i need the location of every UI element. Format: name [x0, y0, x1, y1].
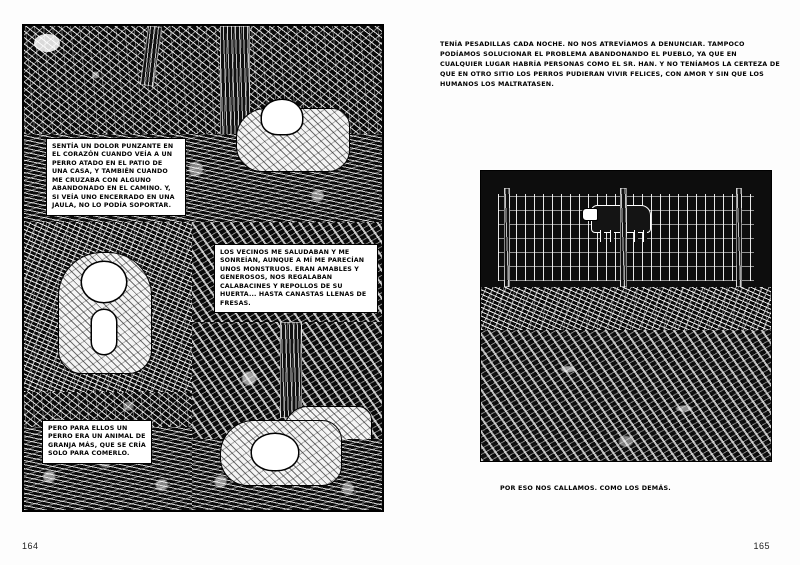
- right-page-top-text: TENÍA PESADILLAS CADA NOCHE. NO NOS ATREVÍAMOS A DENUNCIAR. TAMPOCO PODÍAMOS SOLUCIONAR EL PROBLEMA ABANDONANDO EL PUEBLO, YA QUE EN CUALQUIER LUGAR HABRÍA PERSONAS COMO EL SR. HAN. Y NO TENÍAMOS LA CERTEZA DE QUE EN OTRO SITIO LOS PERROS PUDIERAN VIVIR FELICES, CON AMOR Y SIN QUE LOS HUMANOS LOS MALTRATASEN.: [440, 40, 780, 88]
- panel-fenced-yard: [480, 170, 772, 462]
- page-number-left: 164: [22, 541, 39, 551]
- fence-post: [736, 188, 742, 287]
- dog-muzzle-highlight: [252, 434, 298, 470]
- tree-trunk-2: [280, 322, 302, 418]
- right-page: [400, 0, 800, 565]
- sky-gap: [34, 34, 60, 52]
- panel-top: [24, 26, 382, 222]
- fence-post: [620, 188, 627, 287]
- right-page-bottom-text: POR ESO NOS CALLAMOS. COMO LOS DEMÁS.: [500, 483, 671, 492]
- cow-leg: [634, 230, 638, 242]
- dog-face-highlight: [82, 262, 126, 302]
- dog-chest-highlight: [92, 310, 116, 354]
- panel-bottom-left: [24, 392, 192, 510]
- cow-leg: [600, 230, 604, 242]
- fence-post: [504, 188, 510, 287]
- page-number-right: 165: [753, 541, 770, 551]
- cow-leg: [643, 230, 647, 242]
- cow-leg: [610, 230, 614, 242]
- panel-mid-left: [24, 222, 192, 392]
- comic-page-frame: [22, 24, 384, 512]
- caption-box-3: PERO PARA ELLOS UN PERRO ERA UN ANIMAL DE GRANJA MÁS, QUE SE CRÍA SOLO PARA COMERLO.: [42, 420, 152, 464]
- dog-head-highlight: [262, 100, 302, 134]
- caption-box-2: LOS VECINOS ME SALUDABAN Y ME SONREÍAN, AUNQUE A MÍ ME PARECÍAN UNOS MONSTRUOS. ERAN AMABLES Y GENEROSOS, NOS REGALABAN CALABACINES Y REPOLLOS DE SU HUERTA... HASTA CANASTAS LLENAS DE FRESAS.: [214, 244, 378, 313]
- panel-mid-right: [192, 222, 382, 322]
- foliage-texture-right-2: [481, 330, 771, 461]
- caption-box-1: SENTÍA UN DOLOR PUNZANTE EN EL CORAZÓN CUANDO VEÍA A UN PERRO ATADO EN EL PATIO DE UNA CASA, Y TAMBIÉN CUANDO ME CRUZABA CON ALGUNO ABANDONADO EN EL CAMINO. Y, SI VEÍA UNO ENCERRADO EN UNA JAULA, NO LO PODÍA SOPORTAR.: [46, 138, 186, 216]
